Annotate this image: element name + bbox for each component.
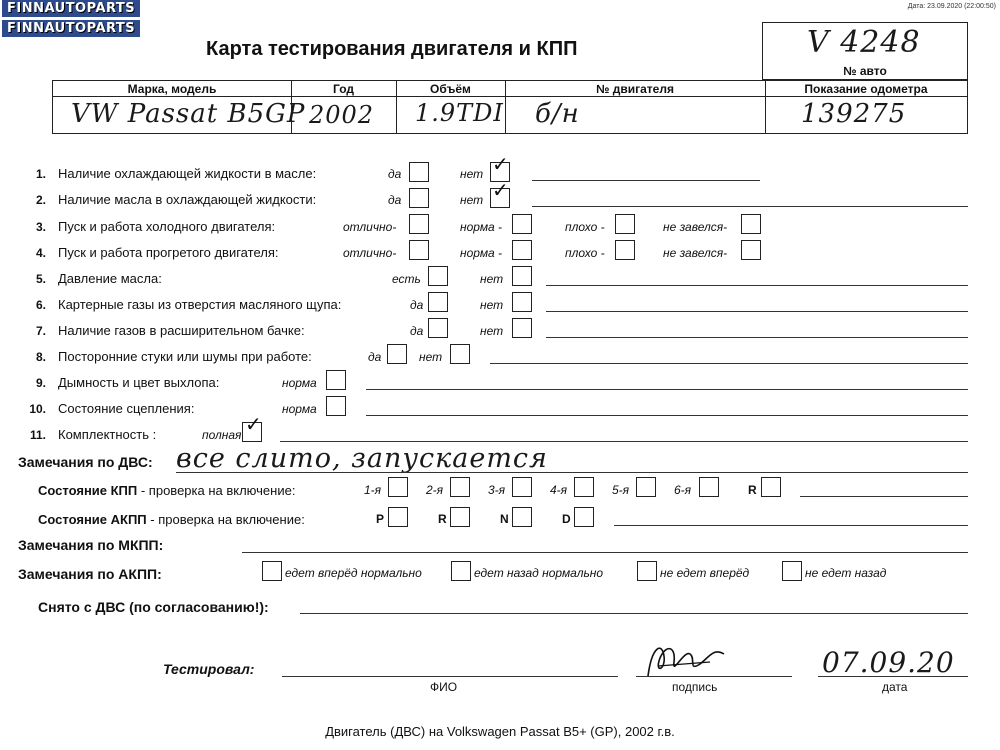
question-cold-start: Пуск и работа холодного двигателя: — [58, 219, 276, 234]
option-label: да — [388, 167, 402, 181]
checkbox-q8-no[interactable] — [450, 344, 470, 364]
akpp-position-label: R — [438, 512, 447, 526]
signature-image — [640, 636, 730, 684]
remarks-automatic-gearbox-label: Замечания по АКПП: — [18, 566, 162, 582]
remarks-engine-label: Замечания по ДВС: — [18, 454, 153, 470]
checkbox-akpp-n[interactable] — [512, 507, 532, 527]
checkbox-gear-2[interactable] — [450, 477, 470, 497]
question-crankcase-gases: Картерные газы из отверстия масляного щупа: — [58, 297, 342, 312]
checkbox-q6-no[interactable] — [512, 292, 532, 312]
checkbox-akpp-no-backward[interactable] — [782, 561, 802, 581]
akpp-option-label: едет назад нормально — [474, 566, 604, 580]
checkbox-q3-bad[interactable] — [615, 214, 635, 234]
gear-label: 6-я — [674, 483, 692, 497]
option-label: нет — [460, 167, 484, 181]
question-completeness: Комплектность : — [58, 427, 157, 442]
automatic-gearbox-label: Состояние АКПП - проверка на включение: — [38, 512, 305, 527]
option-label: да — [388, 193, 402, 207]
option-label: нет — [460, 193, 484, 207]
auto-number-handwritten: V 4248 — [807, 25, 921, 60]
option-label: да — [368, 350, 382, 364]
checkbox-q5-no[interactable] — [512, 266, 532, 286]
date-label: дата — [882, 680, 908, 694]
checkbox-gear-4[interactable] — [574, 477, 594, 497]
col-header-engine-number: № двигателя — [596, 82, 674, 96]
checkbox-akpp-d[interactable] — [574, 507, 594, 527]
question-number: 5. — [35, 272, 46, 286]
date-handwritten: 07.09.20 — [822, 646, 955, 679]
question-number: 6. — [35, 298, 46, 312]
col-header-model: Марка, модель — [127, 82, 217, 96]
option-label: не завелся- — [663, 246, 728, 260]
gear-label: R — [748, 483, 757, 497]
col-header-year: Год — [333, 82, 354, 96]
question-oil-in-coolant: Наличие масла в охлаждающей жидкости: — [58, 192, 317, 207]
check-mark-icon: ✓ — [492, 178, 509, 202]
checkbox-q5-yes[interactable] — [428, 266, 448, 286]
akpp-position-label: P — [376, 512, 385, 526]
option-label: норма - — [460, 220, 503, 234]
question-number: 2. — [35, 193, 46, 207]
auto-number-label: № авто — [843, 64, 887, 78]
col-header-odometer: Показание одометра — [804, 82, 928, 96]
question-expansion-tank-gases: Наличие газов в расширительном бачке: — [58, 323, 305, 338]
checkbox-akpp-backward-ok[interactable] — [451, 561, 471, 581]
date-stamp: Дата: 23.09.2020 (22:00:50) — [907, 3, 996, 10]
checkbox-q3-no-start[interactable] — [741, 214, 761, 234]
tested-by-label: Тестировал: — [163, 661, 255, 677]
value-engine-number: б/н — [535, 99, 580, 129]
akpp-option-label: не едет вперёд — [660, 566, 750, 580]
checkbox-gear-reverse[interactable] — [761, 477, 781, 497]
checkbox-q6-yes[interactable] — [428, 292, 448, 312]
question-exhaust-smoke: Дымность и цвет выхлопа: — [58, 375, 220, 390]
manual-gearbox-label: Состояние КПП - проверка на включение: — [38, 483, 296, 498]
remarks-manual-gearbox-label: Замечания по МКПП: — [18, 537, 164, 553]
question-coolant-in-oil: Наличие охлаждающей жидкости в масле: — [58, 166, 317, 181]
gear-label: 3-я — [488, 483, 506, 497]
akpp-position-label: D — [562, 512, 571, 526]
akpp-option-label: не едет назад — [805, 566, 887, 580]
option-label: нет — [480, 324, 504, 338]
option-label: плохо - — [565, 246, 605, 260]
checkbox-q8-yes[interactable] — [387, 344, 407, 364]
checkbox-q7-no[interactable] — [512, 318, 532, 338]
checkbox-q7-yes[interactable] — [428, 318, 448, 338]
value-model: VW Passat B5GP — [71, 99, 306, 129]
checkbox-q4-normal[interactable] — [512, 240, 532, 260]
option-label: нет — [480, 298, 504, 312]
checkbox-akpp-no-forward[interactable] — [637, 561, 657, 581]
option-label: отлично- — [343, 220, 397, 234]
watermark-logo: FINNAUTOPARTS — [2, 0, 140, 17]
value-year: 2002 — [309, 101, 375, 129]
value-volume: 1.9TDI — [415, 99, 504, 127]
auto-number-box — [762, 22, 968, 80]
removed-parts-label: Снято с ДВС (по согласованию!): — [38, 599, 269, 615]
checkbox-gear-1[interactable] — [388, 477, 408, 497]
option-label: нет — [419, 350, 443, 364]
question-number: 10. — [29, 402, 46, 416]
check-mark-icon: ✓ — [492, 152, 509, 176]
question-oil-pressure: Давление масла: — [58, 271, 162, 286]
checkbox-akpp-r[interactable] — [450, 507, 470, 527]
option-label: нет — [480, 272, 504, 286]
checkbox-q9-normal[interactable] — [326, 370, 346, 390]
option-label: да — [410, 298, 424, 312]
checkbox-gear-3[interactable] — [512, 477, 532, 497]
option-label: плохо - — [565, 220, 605, 234]
gear-label: 1-я — [364, 483, 382, 497]
question-number: 11. — [29, 428, 46, 442]
option-label: отлично- — [343, 246, 397, 260]
option-label: не завелся- — [663, 220, 728, 234]
page-title: Карта тестирования двигателя и КПП — [206, 38, 578, 60]
vehicle-table — [52, 80, 968, 134]
signature-label: подпись — [672, 680, 718, 694]
checkbox-akpp-p[interactable] — [388, 507, 408, 527]
question-number: 3. — [35, 220, 46, 234]
watermark-logo-2: FINNAUTOPARTS — [2, 20, 140, 37]
checkbox-q10-normal[interactable] — [326, 396, 346, 416]
checkbox-q1-yes[interactable] — [409, 162, 429, 182]
gear-label: 2-я — [426, 483, 444, 497]
gear-label: 4-я — [550, 483, 568, 497]
question-number: 1. — [35, 167, 46, 181]
option-label: да — [410, 324, 424, 338]
question-noises: Посторонние стуки или шумы при работе: — [58, 349, 312, 364]
gear-label: 5-я — [612, 483, 630, 497]
option-label: норма — [282, 376, 317, 390]
question-number: 8. — [35, 350, 46, 364]
question-number: 4. — [35, 246, 46, 260]
checkbox-q4-bad[interactable] — [615, 240, 635, 260]
image-caption: Двигатель (ДВС) на Volkswagen Passat B5+ (GP), 2002 г.в. — [325, 724, 675, 739]
akpp-position-label: N — [500, 512, 509, 526]
remarks-engine-handwritten: все слито, запускается — [176, 443, 548, 474]
fio-label: ФИО — [430, 680, 458, 694]
checkbox-q3-normal[interactable] — [512, 214, 532, 234]
col-header-volume: Объём — [430, 82, 471, 96]
checkbox-q3-excellent[interactable] — [409, 214, 429, 234]
option-label: норма — [282, 402, 317, 416]
checkbox-q4-no-start[interactable] — [741, 240, 761, 260]
question-number: 7. — [35, 324, 46, 338]
option-label: есть — [392, 272, 421, 286]
checkbox-q4-excellent[interactable] — [409, 240, 429, 260]
question-warm-start: Пуск и работа прогретого двигателя: — [58, 245, 279, 260]
checkbox-gear-5[interactable] — [636, 477, 656, 497]
check-mark-icon: ✓ — [245, 412, 262, 436]
checkbox-gear-6[interactable] — [699, 477, 719, 497]
question-number: 9. — [35, 376, 46, 390]
option-label: полная — [202, 428, 242, 442]
checkbox-q2-yes[interactable] — [409, 188, 429, 208]
question-clutch-state: Состояние сцепления: — [58, 401, 195, 416]
akpp-option-label: едет вперёд нормально — [285, 566, 422, 580]
value-odometer: 139275 — [801, 99, 907, 129]
option-label: норма - — [460, 246, 503, 260]
checkbox-akpp-forward-ok[interactable] — [262, 561, 282, 581]
